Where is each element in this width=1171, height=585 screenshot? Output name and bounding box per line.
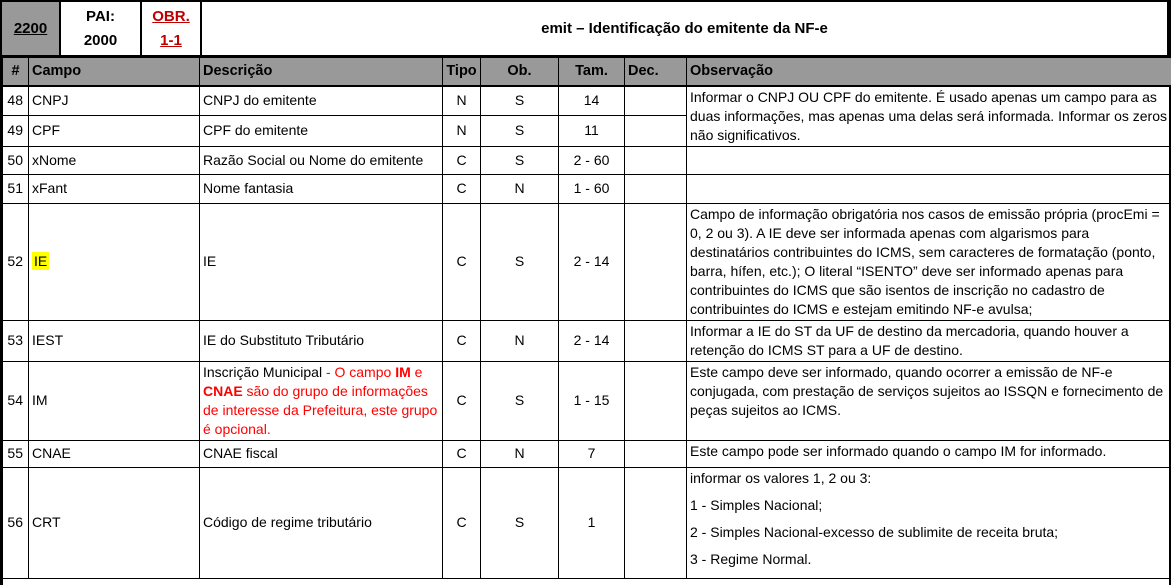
tipo-cell: C: [443, 174, 481, 203]
tipo-cell: C: [443, 146, 481, 174]
num-cell: 52: [3, 203, 29, 320]
descricao-cell: CPF do emitente: [200, 116, 443, 146]
descricao-cell: Código de regime tributário: [200, 467, 443, 578]
num-cell: 54: [3, 361, 29, 440]
dec-cell: [625, 467, 687, 578]
table-header-row: [3, 58, 1171, 86]
num-cell: 51: [3, 174, 29, 203]
campo-cell: IM: [29, 361, 200, 440]
ob-cell: S: [481, 86, 559, 116]
observacao-cell: [687, 467, 1171, 578]
ob-cell: S: [481, 203, 559, 320]
obs-line: 2 - Simples Nacional-excesso de sublimite de receita bruta;: [690, 523, 1170, 542]
ob-cell: S: [481, 467, 559, 578]
num-cell: 55: [3, 440, 29, 467]
dec-cell: [625, 361, 687, 440]
campo-cell: xFant: [29, 174, 200, 203]
dec-cell: [625, 320, 687, 361]
observacao-cell: Informar o CNPJ OU CPF do emitente. É usado apenas um campo para as duas informações, mas apenas uma delas será informada. Informar os zeros não significativos.: [687, 86, 1171, 147]
table-row-52: [3, 203, 1171, 320]
group-title-cell: [202, 2, 1169, 55]
table-row-53: [3, 320, 1171, 361]
header-campo: Campo: [29, 58, 200, 86]
ob-cell: N: [481, 174, 559, 203]
fields-table: [2, 57, 1171, 585]
tipo-cell: N: [443, 86, 481, 116]
tam-cell: 2 - 14: [559, 203, 625, 320]
header-dec: Dec.: [625, 58, 687, 86]
obs-line: 3 - Regime Normal.: [690, 550, 1170, 569]
header-ob: Ob.: [481, 58, 559, 86]
table-row-48: [3, 86, 1171, 116]
obr-label: OBR.: [152, 8, 190, 25]
ob-cell: N: [481, 440, 559, 467]
tam-cell: 2 - 14: [559, 320, 625, 361]
tipo-cell: C: [443, 320, 481, 361]
observacao-cell: [687, 146, 1171, 174]
tipo-cell: C: [443, 440, 481, 467]
descricao-cell: IE do Substituto Tributário: [200, 320, 443, 361]
table-row-50: [3, 146, 1171, 174]
tipo-cell: C: [443, 203, 481, 320]
header-descricao: Descrição: [200, 58, 443, 86]
next-row-stub: [3, 578, 1171, 585]
parent-group-cell: [61, 2, 142, 55]
group-title: emit – Identificação do emitente da NF-e: [541, 20, 828, 37]
campo-cell: IE: [29, 203, 200, 320]
tipo-cell: N: [443, 116, 481, 146]
campo-cell: CRT: [29, 467, 200, 578]
campo-cell: IEST: [29, 320, 200, 361]
header-observacao: Observação: [687, 58, 1171, 86]
campo-cell: CPF: [29, 116, 200, 146]
observacao-cell: Informar a IE do ST da UF de destino da mercadoria, quando houver a retenção do ICMS ST para a UF de destino.: [687, 320, 1171, 361]
tam-cell: 1 - 60: [559, 174, 625, 203]
tam-cell: 11: [559, 116, 625, 146]
campo-cell: CNAE: [29, 440, 200, 467]
observacao-cell: Este campo pode ser informado quando o campo IM for informado.: [687, 440, 1171, 467]
pai-label: PAI:: [86, 8, 115, 25]
descricao-cell: CNAE fiscal: [200, 440, 443, 467]
observacao-cell: Campo de informação obrigatória nos casos de emissão própria (procEmi = 0, 2 ou 3). A IE deve ser informada apenas com algarismos para destinatários contribuintes do ICMS, sem caracteres de formatação (ponto, barra, hífen, etc.); O literal “ISENTO” deve ser informado apenas para contribuintes do ICMS que são isentos de inscrição no cadastro de contribuintes do ICMS e estejam emitindo NF-e avulsa;: [687, 203, 1171, 320]
ob-cell: S: [481, 116, 559, 146]
num-cell: 49: [3, 116, 29, 146]
group-id-cell: [2, 2, 61, 55]
header-num: #: [3, 58, 29, 86]
obs-line: informar os valores 1, 2 ou 3:: [690, 469, 1170, 488]
num-cell: 53: [3, 320, 29, 361]
empty-cell: [3, 578, 1171, 585]
obr-value: 1-1: [160, 32, 182, 49]
descricao-cell: Inscrição Municipal - O campo IM e CNAE são do grupo de informações de interesse da Prefeitura, este grupo é opcional.: [200, 361, 443, 440]
num-cell: 50: [3, 146, 29, 174]
campo-cell: CNPJ: [29, 86, 200, 116]
table-row-51: [3, 174, 1171, 203]
tam-cell: 2 - 60: [559, 146, 625, 174]
ob-cell: S: [481, 146, 559, 174]
header-tam: Tam.: [559, 58, 625, 86]
num-cell: 56: [3, 467, 29, 578]
group-id: 2200: [14, 20, 47, 37]
table-row-55: [3, 440, 1171, 467]
dec-cell: [625, 86, 687, 116]
observacao-cell: Este campo deve ser informado, quando ocorrer a emissão de NF-e conjugada, com prestação de serviços sujeitos ao ISSQN e fornecimento de peças sujeitos ao ICMS.: [687, 361, 1171, 440]
obr-cell: [142, 2, 202, 55]
ob-cell: N: [481, 320, 559, 361]
dec-cell: [625, 174, 687, 203]
tipo-cell: C: [443, 467, 481, 578]
tam-cell: 7: [559, 440, 625, 467]
tam-cell: 14: [559, 86, 625, 116]
descricao-cell: CNPJ do emitente: [200, 86, 443, 116]
num-cell: 48: [3, 86, 29, 116]
tam-cell: 1 - 15: [559, 361, 625, 440]
table-row-54: [3, 361, 1171, 440]
descricao-cell: Razão Social ou Nome do emitente: [200, 146, 443, 174]
dec-cell: [625, 203, 687, 320]
header-tipo: Tipo: [443, 58, 481, 86]
dec-cell: [625, 440, 687, 467]
descricao-cell: IE: [200, 203, 443, 320]
dec-cell: [625, 146, 687, 174]
table-row-56: [3, 467, 1171, 578]
tam-cell: 1: [559, 467, 625, 578]
dec-cell: [625, 116, 687, 146]
tipo-cell: C: [443, 361, 481, 440]
campo-cell: xNome: [29, 146, 200, 174]
observacao-cell: [687, 174, 1171, 203]
pai-value: 2000: [84, 32, 117, 49]
ob-cell: S: [481, 361, 559, 440]
descricao-cell: Nome fantasia: [200, 174, 443, 203]
group-header-row: [2, 2, 1169, 57]
obs-line: 1 - Simples Nacional;: [690, 496, 1170, 515]
